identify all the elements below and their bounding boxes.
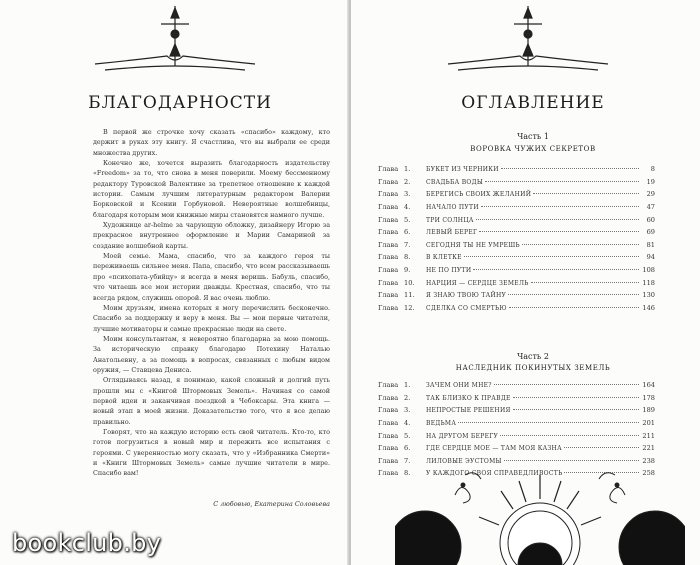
chapter-number: 7.	[404, 456, 411, 465]
chapter-page: 81	[646, 240, 655, 249]
toc-entry[interactable]	[378, 406, 655, 419]
leader-dots	[513, 409, 639, 410]
chapter-word: Глава	[378, 304, 399, 313]
signature: С любовью, Екатерина Соловьева	[213, 500, 330, 508]
chapter-word: Глава	[378, 291, 399, 300]
paragraph: Моей семье. Мама, спасибо, что за каждого героя ты переживаешь сильнее меня. Папа, спасибо, что всем рассказываешь про «психопата-убийцу» и всегда в меня веришь. Бабуль, спасибо, что читаешь все мои истории дважды. Крестная, спасибо, что ты всегда рядом, служишь опорой. Я вас очень люблю.	[93, 252, 330, 302]
chapter-number: 7.	[404, 240, 411, 249]
chapter-number: 10.	[404, 278, 415, 287]
chapter-page: 164	[642, 381, 655, 389]
leader-dots	[479, 231, 639, 232]
page-number: 509	[527, 528, 543, 537]
part-label: Часть 1	[517, 132, 549, 141]
paragraph: Моим консультантам, я невероятно благодарна за мою помощь. За историческую справку благодарю Потехину Наталью Анатольевну, а за помощь в вопросах, связанных с любым видом оружия, — Ставцева Дениса.	[93, 334, 330, 374]
chapter-title: СДЕЛКА СО СМЕРТЬЮ	[426, 305, 507, 313]
chapter-page: 108	[642, 266, 655, 275]
paragraph: Конечно же, хочется выразить благодарность издательству «Freedom» за то, что снова в меня поверили. Моему бессменному редактору Туровской Валентине за трепетное отношение к каждой истории. Самым лучшим литературным редактором Валерии Борковской и Ксении Горбуновой. Невероятные волшебницы, благодаря которым мои книжные миры становятся намного лучше.	[93, 159, 330, 219]
chapter-word: Глава	[378, 381, 399, 389]
chapter-word: Глава	[378, 278, 399, 287]
paragraph: В первой же строчке хочу сказать «спасибо» каждому, кто держит в руках эту книгу. Я счастлива, что вы выбрали ее среди множества других.	[93, 128, 330, 157]
toc-entry[interactable]	[378, 253, 655, 266]
chapter-number: 8.	[404, 469, 411, 478]
chapter-word: Глава	[378, 190, 399, 199]
chapter-page: 258	[642, 469, 655, 478]
chapter-page: 189	[642, 406, 655, 415]
leader-dots	[464, 256, 639, 257]
leader-dots	[500, 435, 639, 436]
toc-entry[interactable]	[378, 291, 655, 304]
sun-moon-ornament-icon	[395, 455, 685, 565]
chapter-page: 201	[642, 418, 655, 427]
chapter-title: НА ДРУГОМ БЕРЕГУ	[426, 432, 499, 440]
chapter-word: Глава	[378, 240, 399, 249]
page-title: БЛАГОДАРНОСТИ	[88, 93, 272, 113]
toc-entry[interactable]	[378, 228, 655, 241]
chapter-title: СЕГОДНЯ ТЫ НЕ УМРЕШЬ	[426, 241, 520, 249]
chapter-word: Глава	[378, 456, 399, 465]
toc-entry[interactable]	[378, 178, 655, 191]
chapter-title: В КЛЕТКЕ	[426, 254, 462, 262]
acknowledgements-text	[93, 127, 330, 479]
chapter-word: Глава	[378, 444, 399, 453]
chapter-page: 238	[642, 456, 655, 465]
chapter-word: Глава	[378, 253, 399, 262]
toc-entry[interactable]	[378, 279, 655, 292]
chapter-title: БЕРЕГИСЬ СВОИХ ЖЕЛАНИЙ	[426, 191, 532, 199]
toc-entry[interactable]	[378, 216, 655, 229]
chapter-number: 2.	[404, 393, 411, 402]
chapter-word: Глава	[378, 393, 399, 402]
chapter-page: 19	[646, 177, 655, 186]
chapter-number: 9.	[404, 266, 411, 275]
toc-entry[interactable]	[378, 190, 655, 203]
chapter-title: НАЧАЛО ПУТИ	[426, 203, 479, 211]
chapter-title: ЗАЧЕМ ОНИ МНЕ?	[426, 382, 492, 389]
toc-entry[interactable]	[378, 165, 655, 178]
chapter-title: СВАДЬБА ВОДЫ	[426, 178, 484, 186]
chapter-number: 2.	[404, 177, 411, 186]
chapter-number: 4.	[404, 202, 411, 211]
toc-entry[interactable]	[378, 304, 655, 317]
part-label: Часть 2	[517, 352, 549, 361]
chapter-title: Я ЗНАЮ ТВОЮ ТАЙНУ	[426, 292, 507, 300]
toc-entry[interactable]	[378, 241, 655, 254]
leader-dots	[513, 397, 639, 398]
chapter-word: Глава	[378, 228, 399, 237]
chapter-title: ВЕДЬМА	[426, 419, 457, 427]
toc-entry[interactable]	[378, 419, 655, 432]
leader-dots	[481, 206, 639, 207]
leader-dots	[494, 384, 639, 385]
chapter-title: ГДЕ СЕРДЦЕ МОЕ — ТАМ МОЯ КАЗНА	[426, 445, 562, 453]
chapter-page: 118	[642, 278, 655, 287]
leader-dots	[473, 269, 639, 270]
chapter-title: НЕПРОСТЫЕ РЕШЕНИЯ	[426, 407, 511, 415]
chapter-number: 5.	[404, 431, 411, 440]
chapter-title: НЕ ПО ПУТИ	[426, 267, 472, 275]
leader-dots	[476, 219, 639, 220]
chapter-page: 130	[642, 291, 655, 300]
chapter-page: 69	[646, 228, 655, 237]
leader-dots	[485, 181, 639, 182]
toc-entry[interactable]	[378, 266, 655, 279]
toc-entry[interactable]	[378, 381, 655, 394]
chapter-page: 221	[642, 444, 655, 453]
watermark: bookclub.by	[12, 529, 162, 557]
chapter-title: У КАЖДОГО СВОЯ СПРАВЕДЛИВОСТЬ	[426, 470, 563, 478]
chapter-number: 1.	[404, 165, 411, 173]
part-title: НАСЛЕДНИК ПОКИНУТЫХ ЗЕМЕЛЬ	[455, 364, 611, 372]
leader-dots	[533, 193, 639, 194]
chapter-number: 4.	[404, 418, 411, 427]
sun-cross-ornament-icon	[75, 4, 275, 76]
chapter-word: Глава	[378, 266, 399, 275]
paragraph: Моим друзьям, имена которых я могу перечислить бесконечно. Спасибо за поддержку и веру в меня. Вы — мои первые читатели, лучшие мотиваторы и самые прекрасные люди на свете.	[93, 303, 330, 333]
chapter-word: Глава	[378, 177, 399, 186]
chapter-number: 1.	[404, 381, 411, 389]
chapter-number: 3.	[404, 190, 411, 199]
chapter-word: Глава	[378, 202, 399, 211]
chapter-number: 5.	[404, 215, 411, 224]
chapter-title: ТРИ СОЛНЦА	[426, 216, 474, 224]
chapter-title: ЛЕВЫЙ БЕРЕГ	[426, 229, 478, 237]
chapter-word: Глава	[378, 406, 399, 415]
chapter-word: Глава	[378, 418, 399, 427]
chapter-number: 8.	[404, 253, 411, 262]
toc-entry[interactable]	[378, 394, 655, 407]
leader-dots	[509, 307, 639, 308]
leader-dots	[458, 422, 639, 423]
toc-entry[interactable]	[378, 203, 655, 216]
chapter-title: БУКЕТ ИЗ ЧЕРНИКИ	[426, 166, 499, 173]
chapter-page: 94	[646, 253, 655, 262]
chapter-word: Глава	[378, 215, 399, 224]
chapter-number: 12.	[404, 304, 415, 313]
chapter-number: 11.	[404, 291, 415, 300]
chapter-title: НАРЦИЯ — СЕРДЦЕ ЗЕМЕЛЬ	[426, 279, 529, 287]
toc-title: ОГЛАВЛЕНИЕ	[461, 93, 605, 113]
chapter-title: ЛИЛОВЫЕ ЭУСТОМЫ	[426, 457, 502, 465]
chapter-number: 3.	[404, 406, 411, 415]
chapter-page: 8	[650, 165, 655, 173]
leader-dots	[501, 168, 639, 169]
chapter-page: 47	[646, 202, 655, 211]
chapter-number: 6.	[404, 444, 411, 453]
chapter-word: Глава	[378, 469, 399, 478]
chapter-page: 60	[646, 215, 655, 224]
chapter-number: 6.	[404, 228, 411, 237]
leader-dots	[531, 282, 639, 283]
part-title: ВОРОВКА ЧУЖИХ СЕКРЕТОВ	[470, 145, 596, 153]
leader-dots	[508, 294, 639, 295]
chapter-page: 211	[642, 431, 655, 440]
chapter-page: 146	[642, 304, 655, 313]
leader-dots	[522, 244, 639, 245]
chapter-word: Глава	[378, 431, 399, 440]
paragraph: Говорят, что на каждую историю есть свой читатель. Кто-то, кто готов погрузиться в новый мир и пережить все испытания с героями. С уверенностью могу сказать, что у «Избранника Смерти» и «Книги Штормовых Земель» самые лучшие читатели в мире. Спасибо вам!	[93, 427, 330, 478]
chapter-title: ТАК БЛИЗКО К ПРАВДЕ	[426, 394, 511, 402]
chapter-page: 178	[642, 393, 655, 402]
toc-list-part-1	[378, 165, 655, 317]
chapter-page: 29	[646, 190, 655, 199]
sun-cross-ornament-icon	[428, 4, 628, 76]
leader-dots	[564, 447, 639, 448]
paragraph: Оглядываясь назад, я понимаю, какой сложный и долгий путь прошли мы с «Книгой Штормовых Земель». Начиная со самой первой идеи и заканчивая поездкой в Чебоксары. Эта книга — новый этап в моей жизни. Доказательство того, что я все делаю правильно.	[93, 376, 330, 426]
toc-entry[interactable]	[378, 432, 655, 445]
chapter-word: Глава	[378, 165, 399, 173]
paragraph: Художнице ar-helme за чарующую обложку, дизайнеру Игорю за прекрасное внутреннее оформление и Марии Самариной за создание волшебной карты.	[93, 221, 330, 250]
